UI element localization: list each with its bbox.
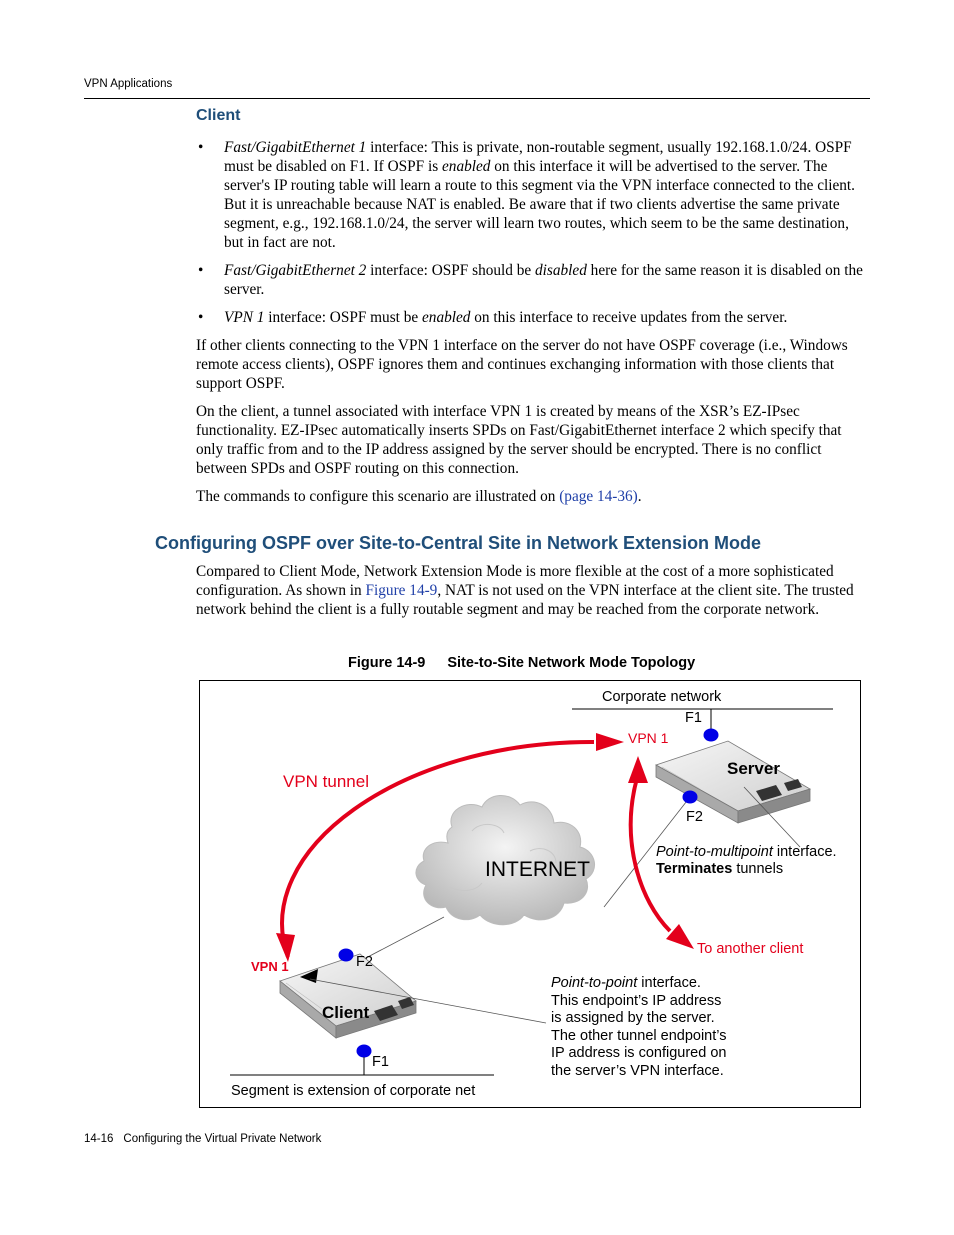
- bullet-marker: •: [198, 139, 204, 156]
- client-section-body: [196, 138, 870, 515]
- footer-page-number: 14-16: [84, 1133, 114, 1145]
- figure-title: Site-to-Site Network Mode Topology: [447, 655, 696, 671]
- server-vpn1-interface-dot: [704, 729, 719, 742]
- page-footer: [84, 1133, 321, 1145]
- p2p-annotation-line3: is assigned by the server.: [551, 1010, 715, 1026]
- header-rule: [84, 98, 870, 99]
- ospf-coverage-paragraph: If other clients connecting to the VPN 1 interface on the server do not have OSPF coverage (i.e., Windows remote access clients), OSPF ignores them and continues exchanging information with those clients that support OSPF.: [196, 337, 848, 392]
- to-another-client-label: To another client: [697, 941, 804, 957]
- tunnel-arrowhead-client: [276, 933, 295, 962]
- another-client-arrowhead-down: [666, 924, 694, 949]
- bullet-item-f2: • Fast/GigabitEthernet 2 interface: OSPF should be disabled here for the same reason it is disabled on the server.: [198, 262, 863, 298]
- client-section-heading: Client: [196, 107, 241, 124]
- client-router-icon: [280, 954, 416, 1038]
- figure-number: Figure 14-9: [348, 655, 426, 671]
- internet-label: INTERNET: [485, 858, 590, 881]
- figure-frame: [199, 680, 861, 1108]
- interface-bullet-list: [196, 138, 870, 327]
- vpn-tunnel-label: VPN tunnel: [283, 772, 369, 791]
- p2p-annotation-line5: IP address is configured on: [551, 1045, 727, 1061]
- client-vpn1-label: VPN 1: [251, 959, 289, 974]
- bullet-item-f1: • Fast/GigabitEthernet 1 interface: This is private, non-routable segment, usually 192.168.1.0/24. OSPF must be disabled on F1. If OSPF is enabled on this interface it will be advertised to the server. The server's IP routing table will learn a route to this segment via the VPN interface connected to the client. But it is unreachable because NAT is enabled. Be aware that if two clients advertise the same private segment, e.g., 192.168.1.0/24, the server will learn two routes, which seem to be the same destination, but in fact are not.: [198, 139, 856, 251]
- segment-label: Segment is extension of corporate net: [231, 1083, 476, 1099]
- client-f1-interface-dot: [357, 1045, 372, 1058]
- client-label: Client: [322, 1003, 370, 1022]
- p2p-annotation-line6: the server’s VPN interface.: [551, 1063, 724, 1079]
- network-extension-heading: Configuring OSPF over Site-to-Central Site in Network Extension Mode: [155, 533, 762, 553]
- page-reference-link[interactable]: (page 14-36): [559, 488, 638, 505]
- client-f2-interface-dot: [339, 949, 354, 962]
- figure-caption: [348, 655, 695, 671]
- figure-reference-link[interactable]: Figure 14-9: [365, 582, 438, 599]
- bullet-marker: •: [198, 309, 204, 326]
- network-extension-paragraph: Compared to Client Mode, Network Extension Mode is more flexible at the cost of a more sophisticated configuration. As shown in Figure 14-9, NAT is not used on the VPN interface at the client site. The trusted network behind the client is a fully routable segment and may be reached from the corporate network.: [196, 563, 854, 618]
- p2mp-annotation-line1: Point-to-multipoint interface.: [656, 844, 837, 860]
- server-vpn1-label: VPN 1: [628, 730, 669, 746]
- server-f2-interface-dot: [683, 791, 698, 804]
- footer-chapter-title: Configuring the Virtual Private Network: [123, 1133, 322, 1145]
- topology-diagram: [200, 681, 860, 1107]
- client-to-internet-link: [362, 917, 444, 960]
- bullet-marker: •: [198, 262, 204, 279]
- client-f1-label: F1: [372, 1054, 389, 1070]
- server-label: Server: [727, 759, 780, 778]
- client-f2-label: F2: [356, 954, 373, 970]
- tunnel-arrowhead-server: [596, 733, 624, 751]
- bullet-item-vpn1: • VPN 1 interface: OSPF must be enabled on this interface to receive updates from the server.: [198, 309, 788, 326]
- p2p-annotation-line2: This endpoint’s IP address: [551, 993, 722, 1009]
- commands-paragraph: The commands to configure this scenario are illustrated on (page 14-36).: [196, 488, 642, 505]
- server-f1-label: F1: [685, 710, 702, 726]
- another-client-arrowhead-up: [628, 756, 648, 783]
- ez-ipsec-paragraph: On the client, a tunnel associated with interface VPN 1 is created by means of the XSR’s EZ-IPsec functionality. EZ-IPsec automatically inserts SPDs on Fast/GigabitEthernet interface 2 which specify that only traffic from and to the IP address assigned by the server should be encrypted. There is no conflict between SPDs and OSPF routing on this connection.: [196, 403, 842, 477]
- corporate-network-label: Corporate network: [602, 689, 722, 705]
- p2mp-annotation-line2: Terminates tunnels: [656, 861, 784, 877]
- p2p-annotation-line1: Point-to-point interface.: [551, 975, 701, 991]
- running-header: VPN Applications: [84, 78, 173, 90]
- p2p-annotation-line4: The other tunnel endpoint’s: [551, 1028, 727, 1044]
- server-f2-label: F2: [686, 809, 703, 825]
